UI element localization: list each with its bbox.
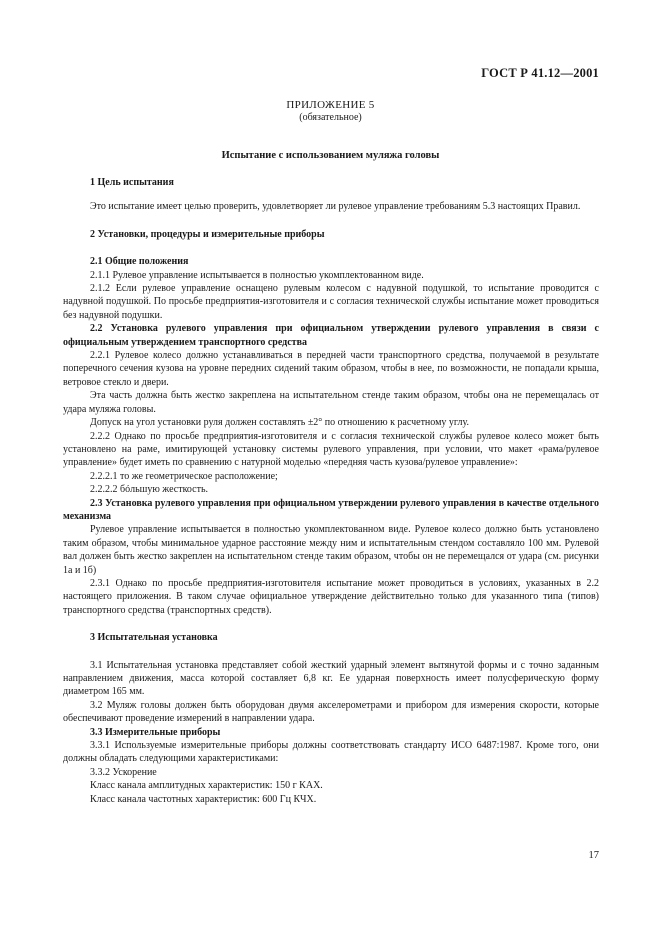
paragraph: 3.1 Испытательная установка представляет собой жесткий ударный элемент вытянутой формы и с точно заданным направлением движения, масса которой составляет 6,8 кг. Ее ударная поверхность имеет полусферическую форму диаметром 165 мм. — [63, 659, 599, 698]
standard-code: ГОСТ Р 41.12—2001 — [481, 66, 599, 80]
document-body — [63, 176, 599, 806]
paragraph: 2.2.2 Однако по просьбе предприятия-изготовителя и с согласия технической службы рулевое колесо может быть установлено на раме, имитирующей установку системы рулевого управления, при условии, что макет «рама/рулевое управление» будет иметь по сравнению с натурной моделью «передняя часть кузова/рулевое управление»: — [63, 430, 599, 469]
paragraph: 3.2 Муляж головы должен быть оборудован двумя акселерометрами и прибором для измерения скорости, которые обеспечивают проведение измерений в направлении удара. — [63, 699, 599, 725]
subsection-2-3-heading: 2.3 Установка рулевого управления при официальном утверждении рулевого управления в качестве отдельного механизма — [63, 497, 599, 522]
paragraph: 2.3.1 Однако по просьбе предприятия-изготовителя испытание может проводиться в условиях, указанных в 2.2 настоящего приложения. В таком случае официальное утверждение действительно только для указанного типа (типов) транспортного средства (транспортных средств). — [63, 577, 599, 616]
appendix-title: ПРИЛОЖЕНИЕ 5 — [286, 99, 375, 111]
paragraph: 3.3.2 Ускорение — [90, 766, 157, 778]
paragraph: 2.1.2 Если рулевое управление оснащено рулевым колесом с надувной подушкой, то испытание проводится с надувной подушкой. По просьбе предприятия-изготовителя и с согласия технической службы испытание может проводиться без надувной подушки. — [63, 283, 599, 321]
section-2-heading: 2 Установки, процедуры и измерительные приборы — [90, 228, 325, 240]
section-3-heading: 3 Испытательная установка — [90, 632, 218, 644]
paragraph: Класс канала частотных характеристик: 600 Гц КЧХ. — [90, 793, 317, 805]
paragraph: 3.3.1 Используемые измерительные приборы должны соответствовать стандарту ИСО 6487:1987. Кроме того, они должны обладать следующими характеристиками: — [63, 740, 599, 765]
paragraph: 2.1.1 Рулевое управление испытывается в полностью укомплектованном виде. — [90, 269, 424, 281]
appendix-subtitle: (обязательное) — [299, 112, 362, 123]
paragraph: Допуск на угол установки руля должен составлять ±2° по отношению к расчетному углу. — [90, 417, 470, 429]
page-number: 17 — [588, 850, 599, 861]
subsection-3-3-heading: 3.3 Измерительные приборы — [90, 726, 221, 738]
subsection-2-1-heading: 2.1 Общие положения — [90, 256, 189, 268]
list-item: 2.2.2.1 то же геометрическое расположение; — [90, 470, 278, 482]
paragraph: Это испытание имеет целью проверить, удовлетворяет ли рулевое управление требованиям 5.3 настоящих Правил. — [90, 201, 581, 213]
section-1-heading: 1 Цель испытания — [90, 177, 174, 188]
paragraph: Класс канала амплитудных характеристик: 150 г КАХ. — [90, 780, 323, 792]
subsection-2-2-heading: 2.2 Установка рулевого управления при официальном утверждении рулевого управления в связи с официальным утверждением транспортного средства — [63, 323, 599, 348]
page-title: Испытание с использованием муляжа головы — [221, 150, 440, 161]
paragraph: 2.2.1 Рулевое колесо должно устанавливаться в передней части транспортного средства, получаемой в результате поперечного сечения кузова на уровне передних сидений таким образом, чтобы в нее, по возможности, не попадали крыша, ветровое стекло и двери. — [63, 350, 599, 388]
list-item: 2.2.2.2 бóльшую жесткость. — [90, 484, 209, 496]
paragraph: Рулевое управление испытывается в полностью укомплектованном виде. Рулевое колесо должно быть установлено таким образом, чтобы минимальное ударное расстояние между ним и испытательным стендом составляло 100 мм. Рулевой вал должен быть жестко закреплен на испытательном стенде таким образом, чтобы он не перемещался от удара (см. рисунки 1а и 1б) — [63, 524, 599, 576]
paragraph: Эта часть должна быть жестко закреплена на испытательном стенде таким образом, чтобы она не перемещалась от удара муляжа головы. — [63, 390, 599, 415]
